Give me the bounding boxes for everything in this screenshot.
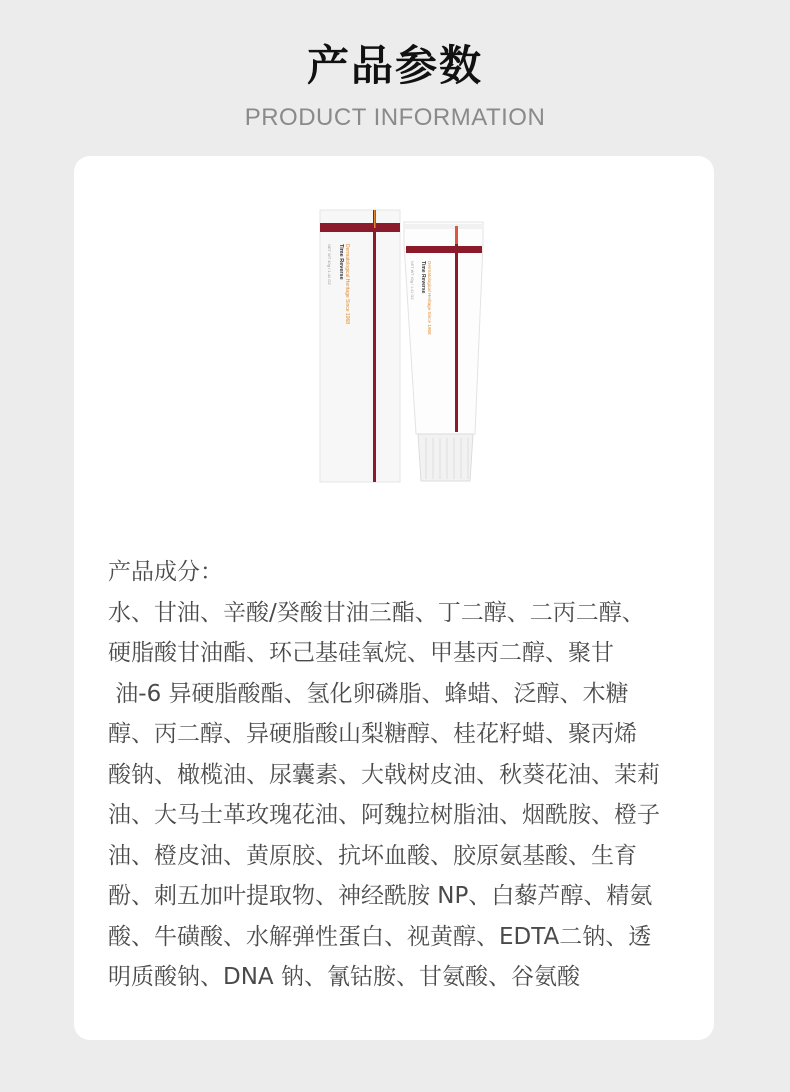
product-tube [404, 222, 483, 481]
ingredients-line: 酚、刺五加叶提取物、神经酰胺 NP、白藜芦醇、精氨 [108, 883, 653, 909]
ingredients-section [108, 552, 694, 998]
tube-tagline: Dermatological Heritage Since 1968 [427, 261, 432, 335]
ingredients-line: 油、大马士革玫瑰花油、阿魏拉树脂油、烟酰胺、橙子 [108, 802, 660, 828]
ingredients-heading: 产品成分： [108, 559, 223, 585]
box-tagline: Dermatological Heritage Since 1968 [344, 244, 350, 325]
ingredients-line: 油-6 异硬脂酸酯、氢化卵磷脂、蜂蜡、泛醇、木糖 [108, 680, 629, 707]
product-card [74, 156, 714, 1040]
product-image [318, 206, 488, 486]
box-volume: NET WT 40g / 1.41 OZ [327, 244, 332, 285]
ingredients-line: 酸钠、橄榄油、尿囊素、大戟树皮油、秋葵花油、茉莉 [108, 761, 660, 788]
ingredients-line: 明质酸钠、DNA 钠、氰钴胺、甘氨酸、谷氨酸 [108, 964, 580, 990]
ingredients-line: 水、甘油、辛酸/癸酸甘油三酯、丁二醇、二丙二醇、 [108, 599, 645, 626]
box-brand: Time Reverse [338, 244, 344, 280]
box-vertical-stripe [373, 210, 376, 482]
tube-volume: NET WT 40g / 1.41 OZ [410, 261, 414, 300]
tube-coral-accent [455, 226, 458, 244]
ingredients-line: 硬脂酸甘油酯、环己基硅氧烷、甲基丙二醇、聚甘 [108, 640, 614, 666]
tube-top-stripe [406, 246, 482, 253]
tube-brand: Time Reverse [420, 261, 426, 294]
box-top-stripe [320, 223, 400, 232]
box-orange-accent [374, 210, 376, 228]
product-box [320, 210, 400, 482]
ingredients-line: 油、橙皮油、黄原胶、抗坏血酸、胶原氨基酸、生育 [108, 842, 637, 869]
ingredients-line: 醇、丙二醇、异硬脂酸山梨糖醇、桂花籽蜡、聚丙烯 [108, 721, 637, 747]
page-title: 产品参数 [306, 41, 483, 90]
ingredients-line: 酸、牛磺酸、水解弹性蛋白、视黄醇、EDTA二钠、透 [108, 923, 652, 950]
page-subtitle: PRODUCT INFORMATION [244, 104, 546, 131]
product-illustration [318, 206, 488, 486]
tube-vertical-stripe [455, 226, 458, 432]
